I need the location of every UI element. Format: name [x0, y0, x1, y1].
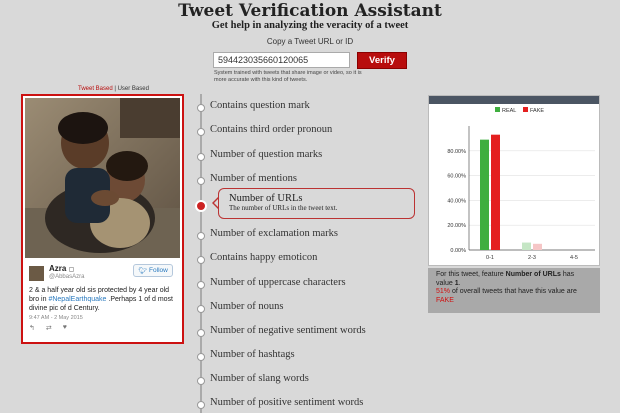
feature-dot-2[interactable] — [197, 153, 205, 161]
feature-dot-1[interactable] — [197, 128, 205, 136]
feature-dot-12[interactable] — [197, 401, 205, 409]
feature-item[interactable]: Number of negative sentiment words — [210, 325, 366, 336]
page-subtitle: Get help in analyzing the veracity of a tweet — [211, 20, 409, 31]
retweet-icon[interactable]: ⇄ — [45, 325, 52, 332]
feature-item[interactable]: Contains happy emoticon — [210, 252, 318, 263]
feature-item[interactable]: Number of hashtags — [210, 349, 295, 360]
feature-dot-3[interactable] — [197, 177, 205, 185]
y-tick-label: 20.00% — [447, 223, 466, 230]
y-tick-label: 0.00% — [450, 248, 466, 254]
feature-dot-11[interactable] — [197, 377, 205, 385]
input-hint: System trained with tweets that share image or video, so it is more accurate with this kind of tweets. — [214, 70, 362, 83]
page-title: Tweet Verification Assistant — [178, 1, 442, 21]
user-based-tab[interactable]: User Based — [117, 86, 149, 92]
feature-item[interactable]: Number of question marks — [210, 149, 323, 160]
twitter-bird-icon: 🐦︎ — [138, 267, 148, 275]
feature-item[interactable]: Number of uppercase characters — [210, 277, 346, 288]
tweet-date[interactable]: 9:47 AM - 2 May 2015 — [29, 315, 83, 321]
feature-dot-8[interactable] — [197, 305, 205, 313]
bar-highlight-fake-0-1 — [491, 135, 500, 250]
callout-title: Number of URLs — [229, 193, 303, 204]
feature-item[interactable]: Number of exclamation marks — [210, 228, 338, 239]
y-tick-label: 80.00% — [447, 148, 466, 155]
y-tick-label: 60.00% — [447, 173, 466, 180]
tweet-url-value: 594423035660120065 — [218, 55, 309, 65]
author-handle[interactable]: @AbbasAzra — [49, 274, 85, 280]
feature-callout — [218, 188, 415, 219]
feature-dot-5[interactable] — [197, 232, 205, 240]
feature-item[interactable]: Contains third order pronoun — [210, 124, 333, 135]
feature-dot-0[interactable] — [197, 104, 205, 112]
feature-dot-6[interactable] — [197, 256, 205, 264]
follow-label: Follow — [149, 267, 168, 274]
explain-percent: 51% — [436, 288, 451, 295]
feature-chart — [428, 95, 600, 266]
callout-description: The number of URLs in the tweet text. — [229, 204, 338, 212]
y-tick-label: 40.00% — [447, 198, 466, 205]
legend-swatch-real — [495, 107, 500, 112]
feature-item[interactable]: Number of positive sentiment words — [210, 397, 364, 408]
feature-item[interactable]: Number of nouns — [210, 301, 284, 312]
feature-dot-7[interactable] — [197, 281, 205, 289]
hashtag-link[interactable]: #NepalEarthquake — [48, 296, 107, 303]
bar-fake-2-3 — [533, 244, 542, 250]
author-name[interactable]: Azra ▢ — [49, 264, 75, 273]
feature-timeline — [200, 94, 202, 413]
mode-switch — [78, 86, 149, 92]
feature-dot-10[interactable] — [197, 353, 205, 361]
chart-svg — [429, 104, 601, 266]
tweet-text: 2 & a half year old sis protected by 4 year old bro in #NepalEarthquake .Perhaps 1 of d most divine pic of d Century. — [29, 287, 174, 312]
follow-button[interactable] — [133, 264, 173, 277]
children-photo-image — [25, 98, 180, 258]
x-tick-label: 4-5 — [570, 255, 578, 261]
legend-swatch-fake — [523, 107, 528, 112]
reply-icon[interactable]: ↰ — [29, 325, 35, 332]
feature-dot-9[interactable] — [197, 329, 205, 337]
mode-separator: | — [112, 86, 118, 92]
like-heart-icon[interactable]: ♥ — [62, 324, 67, 331]
x-tick-label: 2-3 — [528, 255, 536, 261]
feature-item[interactable]: Number of mentions — [210, 173, 297, 184]
tweet-embed — [21, 94, 184, 344]
explain-verdict: FAKE — [436, 296, 454, 304]
tweet-photo[interactable] — [25, 98, 180, 258]
bar-highlight-real-0-1 — [480, 140, 489, 250]
chart-header-bar — [429, 96, 599, 104]
copy-url-label: Copy a Tweet URL or ID — [266, 37, 354, 46]
verify-button[interactable]: Verify — [357, 52, 407, 69]
explain-feature: Number of URLs — [505, 271, 561, 278]
tweet-based-tab[interactable]: Tweet Based — [78, 86, 113, 92]
bar-real-2-3 — [522, 243, 531, 250]
feature-item[interactable]: Contains question mark — [210, 100, 310, 111]
feature-item[interactable]: Number of slang words — [210, 373, 309, 384]
legend-label-fake: FAKE — [530, 108, 545, 114]
tweet-actions — [29, 324, 67, 332]
explain-value: 1 — [454, 279, 459, 287]
feature-dot-4[interactable] — [197, 202, 205, 210]
legend-label-real: REAL — [502, 108, 517, 114]
tweet-url-input[interactable] — [213, 52, 350, 68]
x-tick-label: 0-1 — [486, 255, 494, 261]
protected-lock-icon: ▢ — [68, 267, 75, 273]
avatar[interactable] — [29, 266, 44, 281]
feature-explanation: For this tweet, feature Number of URLs has value 1. 51% of overall tweets that have this value are FAKE — [428, 268, 600, 313]
